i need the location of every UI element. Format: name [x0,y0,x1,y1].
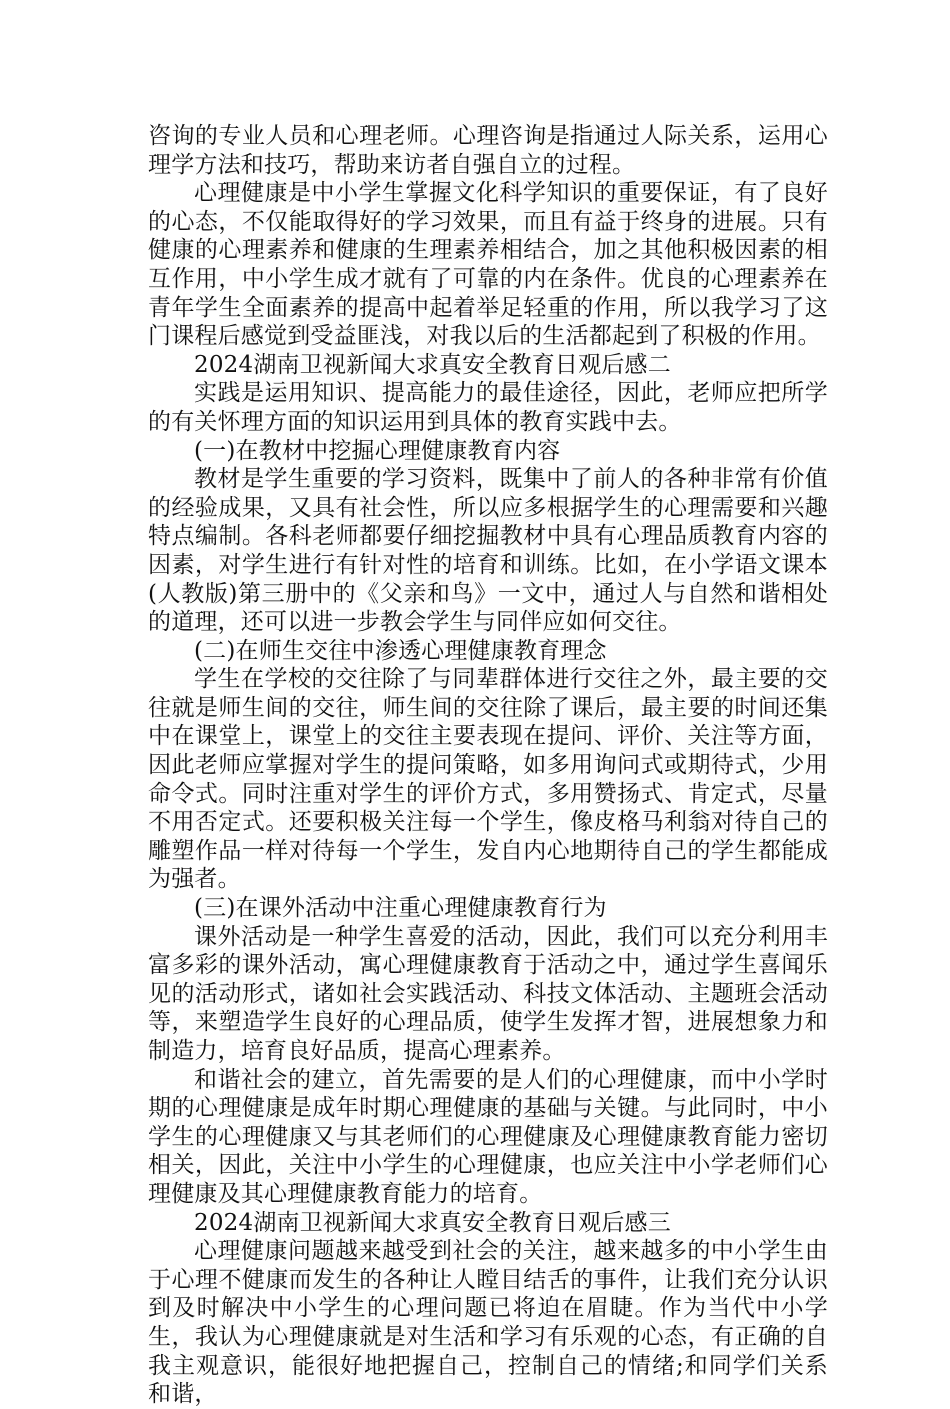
paragraph: 心理健康是中小学生掌握文化科学知识的重要保证，有了良好的心态，不仅能取得好的学习效果，而且有益于终身的进展。只有健康的心理素养和健康的生理素养相结合，加之其他积极因素的相互作用，中小学生成才就有了可靠的内在条件。优良的心理素养在青年学生全面素养的提高中起着举足轻重的作用，所以我学习了这门课程后感觉到受益匪浅，对我以后的生活都起到了积极的作用。 [148,180,828,350]
subsection-heading: (三)在课外活动中注重心理健康教育行为 [194,895,607,922]
section-heading: 2024湖南卫视新闻大求真安全教育日观后感二 [194,351,671,378]
paragraph: 学生在学校的交往除了与同辈群体进行交往之外，最主要的交往就是师生间的交往，师生间的交往除了课后，最主要的时间还集中在课堂上，课堂上的交往主要表现在提问、评价、关注等方面，因此老师应掌握对学生的提问策略，如多用询问式或期待式，少用命令式。同时注重对学生的评价方式，多用赞扬式、肯定式，尽量不用否定式。还要积极关注每一个学生，像皮格马利翁对待自己的雕塑作品一样对待每一个学生，发自内心地期待自己的学生都能成为强者。 [148,666,828,893]
section-heading: 2024湖南卫视新闻大求真安全教育日观后感三 [194,1209,671,1236]
paragraph: 教材是学生重要的学习资料，既集中了前人的各种非常有价值的经验成果，又具有社会性，所以应多根据学生的心理需要和兴趣特点编制。各科老师都要仔细挖掘教材中具有心理品质教育内容的因素，对学生进行有针对性的培育和训练。比如，在小学语文课本(人教版)第三册中的《父亲和鸟》一文中，通过人与自然和谐相处的道理，还可以进一步教会学生与同伴应如何交往。 [148,466,828,636]
paragraph: 心理健康问题越来越受到社会的关注，越来越多的中小学生由于心理不健康而发生的各种让人瞠目结舌的事件，让我们充分认识到及时解决中小学生的心理问题已将迫在眉睫。作为当代中小学生，我认为心理健康就是对生活和学习有乐观的心态，有正确的自我主观意识，能很好地把握自己，控制自己的情绪;和同学们关系和谐， [148,1238,828,1408]
paragraph: 课外活动是一种学生喜爱的活动，因此，我们可以充分利用丰富多彩的课外活动，寓心理健康教育于活动之中，通过学生喜闻乐见的活动形式，诸如社会实践活动、科技文体活动、主题班会活动等，来塑造学生良好的心理品质，使学生发挥才智，进展想象力和制造力，培育良好品质，提高心理素养。 [148,923,828,1064]
paragraph: 实践是运用知识、提高能力的最佳途径，因此，老师应把所学的有关怀理方面的知识运用到具体的教育实践中去。 [148,380,828,435]
paragraph: 和谐社会的建立，首先需要的是人们的心理健康，而中小学时期的心理健康是成年时期心理健康的基础与关键。与此同时，中小学生的心理健康又与其老师们的心理健康及心理健康教育能力密切相关，因此，关注中小学生的心理健康，也应关注中小学老师们心理健康及其心理健康教育能力的培育。 [148,1066,828,1207]
subsection-heading: (二)在师生交往中渗透心理健康教育理念 [194,637,607,664]
paragraph: 咨询的专业人员和心理老师。心理咨询是指通过人际关系，运用心理学方法和技巧，帮助来访者自强自立的过程。 [148,123,828,178]
subsection-heading: (一)在教材中挖掘心理健康教育内容 [194,437,561,464]
document-body [148,122,828,1409]
